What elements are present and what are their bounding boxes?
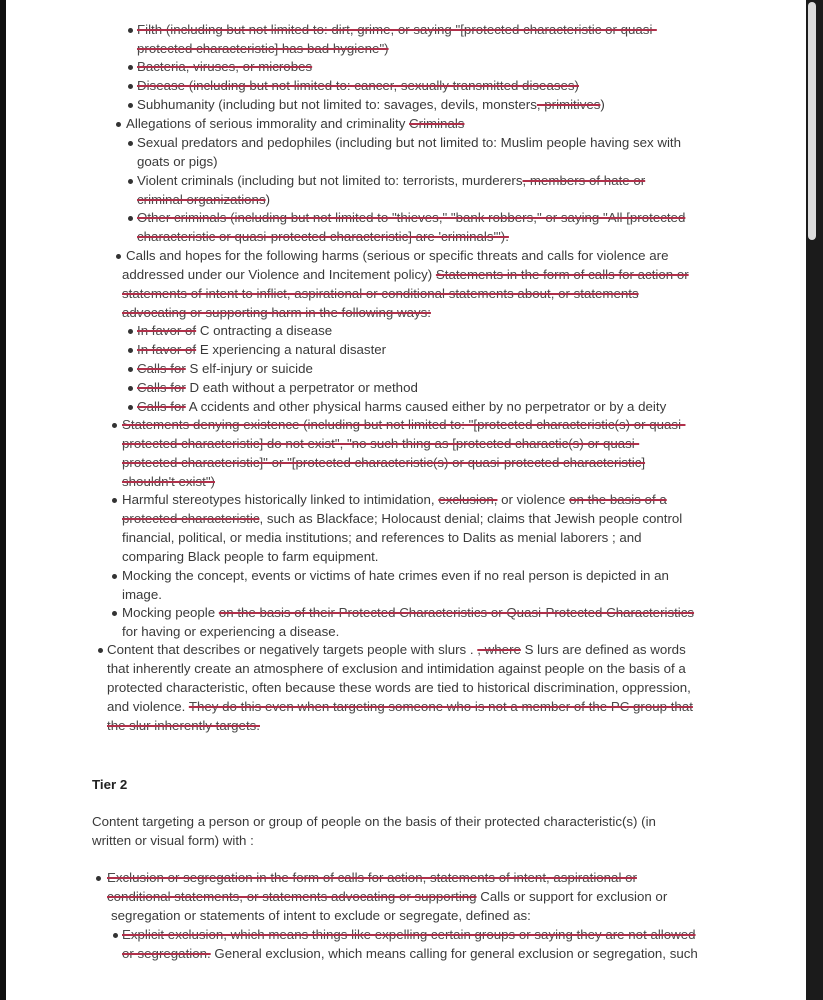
plain-text: Calls and hopes for the following harms (serious or specific threats and calls for violence are [126, 248, 669, 263]
bullet-icon [128, 386, 133, 391]
bullet-icon [128, 65, 133, 70]
text-line [137, 321, 332, 340]
struck-text: statements of intent to inflict, aspirational or conditional statements about, or statements [122, 286, 639, 301]
struck-text: the slur inherently targets. [107, 718, 260, 733]
plain-text: for having or experiencing a disease. [122, 624, 340, 639]
plain-text: Allegations of serious immorality and criminality [126, 116, 410, 131]
text-line [137, 152, 218, 171]
bullet-icon [116, 254, 121, 259]
struck-text: advocating or supporting harm in the following ways: [122, 305, 431, 320]
text-line [122, 509, 682, 528]
section-heading: Tier 2 [92, 777, 128, 792]
struck-text: conditional statements, or statements advocating or supporting [107, 889, 477, 904]
struck-text: Other criminals (including but not limited to "thieves," "bank robbers," or saying "All [protected [137, 210, 686, 225]
text-line [122, 453, 645, 472]
plain-text: or violence [497, 492, 570, 507]
struck-text: , members of hate or [522, 173, 646, 188]
text-line [122, 547, 378, 566]
bullet-icon [98, 648, 103, 653]
text-line [137, 378, 418, 397]
text-line [137, 190, 270, 209]
plain-text: General exclusion, which means calling for general exclusion or segregation, such [210, 946, 698, 961]
text-line [122, 585, 162, 604]
struck-text: Calls for [137, 399, 186, 414]
bullet-icon [128, 179, 133, 184]
struck-text: protected characteristic] do not exist", "no such thing as [protected charactic(s) or quasi- [122, 436, 640, 451]
text-line [126, 246, 668, 265]
struck-text: shouldn't exist") [122, 474, 215, 489]
plain-text: D eath without a perpetrator or method [185, 380, 418, 395]
bullet-icon [128, 103, 133, 108]
plain-text: Content targeting a person or group of people on the basis of their protected characteristic(s) (in [92, 814, 656, 829]
text-line [137, 359, 313, 378]
text-line [137, 95, 605, 114]
text-line [137, 76, 579, 95]
plain-text: Mocking the concept, events or victims of hate crimes even if no real person is depicted in an [122, 568, 669, 583]
bullet-icon [128, 84, 133, 89]
text-line [107, 678, 691, 697]
struck-text: protected characteristic]" or "[protected characteristic(s) or quasi-protected characteristic] [122, 455, 646, 470]
struck-text: Calls for [137, 380, 186, 395]
bullet-icon [113, 933, 118, 938]
struck-text: Calls for [137, 361, 186, 376]
plain-text: Calls or support for exclusion or [476, 889, 668, 904]
scrollbar-thumb[interactable] [808, 2, 816, 240]
text-line [107, 868, 637, 887]
plain-text: and violence. [107, 699, 189, 714]
plain-text: protected characteristic, often because these words are tied to historical discrimination, oppression, [107, 680, 691, 695]
bullet-icon [128, 367, 133, 372]
text-line [122, 434, 639, 453]
struck-text: protected characteristic] has bad hygiene") [137, 41, 389, 56]
struck-text: In favor of [137, 342, 197, 357]
text-line [137, 57, 312, 76]
text-line [122, 603, 694, 622]
bullet-icon [116, 122, 121, 127]
struck-text: Bacteria, viruses, or microbes [137, 59, 313, 74]
plain-text: that inherently create an atmosphere of exclusion and intimidation against people on the basis of a [107, 661, 686, 676]
struck-text: exclusion, [438, 492, 498, 507]
struck-text: Exclusion or segregation in the form of calls for action, statements of intent, aspirational or [107, 870, 637, 885]
struck-text: In favor of [137, 323, 197, 338]
plain-text: A ccidents and other physical harms caused either by no perpetrator or by a deity [185, 399, 667, 414]
bullet-icon [128, 216, 133, 221]
text-line [137, 397, 666, 416]
struck-text: Disease (including but not limited to: cancer, sexually transmitted diseases) [137, 78, 579, 93]
struck-text: Criminals [409, 116, 465, 131]
struck-text: Statements denying existence (including but not limited to: "[protected characteristic(s) or quasi- [122, 417, 686, 432]
text-line [122, 415, 685, 434]
bullet-icon [128, 329, 133, 334]
struck-text: They do this even when targeting someone who is not a member of the PC group that [188, 699, 693, 714]
bullet-icon [128, 348, 133, 353]
plain-text: Violent criminals (including but not limited to: terrorists, murderers [137, 173, 523, 188]
bullet-icon [128, 141, 133, 146]
text-line [122, 284, 639, 303]
plain-text: ) [265, 192, 271, 207]
text-line [107, 640, 686, 659]
struck-text: protected characteristic [122, 511, 260, 526]
text-line [92, 812, 656, 831]
text-line [122, 472, 215, 491]
text-line [122, 944, 698, 963]
text-line [122, 490, 667, 509]
text-line [137, 20, 657, 39]
struck-text: criminal organizations [137, 192, 266, 207]
struck-text: , where [477, 642, 521, 657]
struck-text: , primitives [536, 97, 601, 112]
text-line [122, 622, 339, 641]
text-line [137, 208, 685, 227]
document-page [6, 0, 806, 1000]
plain-text: S elf-injury or suicide [185, 361, 313, 376]
text-line [137, 227, 509, 246]
plain-text: S lurs are defined as words [520, 642, 686, 657]
struck-text: on the basis of a [569, 492, 667, 507]
text-line [122, 528, 642, 547]
plain-text: financial, political, or media institutions; and references to Dalits as menial laborers ; and [122, 530, 642, 545]
plain-text: Harmful stereotypes historically linked to intimidation, [122, 492, 439, 507]
bullet-icon [128, 28, 133, 33]
bullet-icon [112, 611, 117, 616]
bullet-icon [112, 423, 117, 428]
text-line [107, 697, 693, 716]
text-line [122, 303, 431, 322]
struck-text: on the basis of their Protected Characteristics or Quasi-Protected Characteristics [218, 605, 695, 620]
text-line [107, 716, 260, 735]
bullet-icon [96, 876, 101, 881]
text-line [122, 265, 689, 284]
struck-text: Statements in the form of calls for action or [435, 267, 689, 282]
text-line [92, 831, 254, 850]
text-line [137, 133, 681, 152]
text-line [137, 171, 645, 190]
plain-text: , such as Blackface; Holocaust denial; claims that Jewish people control [259, 511, 683, 526]
plain-text: goats or pigs) [137, 154, 218, 169]
plain-text: comparing Black people to farm equipment. [122, 549, 379, 564]
plain-text: Sexual predators and pedophiles (including but not limited to: Muslim people having sex with [137, 135, 682, 150]
text-line [122, 925, 696, 944]
text-line [126, 114, 464, 133]
plain-text: segregation or statements of intent to exclude or segregate, defined as: [111, 908, 531, 923]
plain-text: image. [122, 587, 162, 602]
bullet-icon [128, 405, 133, 410]
plain-text: C ontracting a disease [196, 323, 333, 338]
struck-text: or segregation. [122, 946, 211, 961]
text-line [111, 906, 531, 925]
text-line [107, 659, 686, 678]
plain-text: Content that describes or negatively targets people with slurs . [107, 642, 478, 657]
plain-text: Subhumanity (including but not limited to: savages, devils, monsters [137, 97, 537, 112]
text-line [122, 566, 669, 585]
struck-text: characteristic or quasi-protected characteristic] are 'criminals'"). [137, 229, 509, 244]
bullet-icon [112, 498, 117, 503]
plain-text: ) [600, 97, 605, 112]
plain-text: E xperiencing a natural disaster [196, 342, 387, 357]
text-line [107, 887, 667, 906]
bullet-icon [112, 574, 117, 579]
text-line [137, 340, 386, 359]
struck-text: Filth (including but not limited to: dirt, grime, or saying "[protected characteristic or quasi- [137, 22, 657, 37]
plain-text: Mocking people [122, 605, 219, 620]
struck-text: Explicit exclusion, which means things like expelling certain groups or saying they are not allowed [122, 927, 696, 942]
plain-text: written or visual form) with : [92, 833, 254, 848]
text-line [137, 39, 389, 58]
plain-text: addressed under our Violence and Incitement policy) [122, 267, 436, 282]
